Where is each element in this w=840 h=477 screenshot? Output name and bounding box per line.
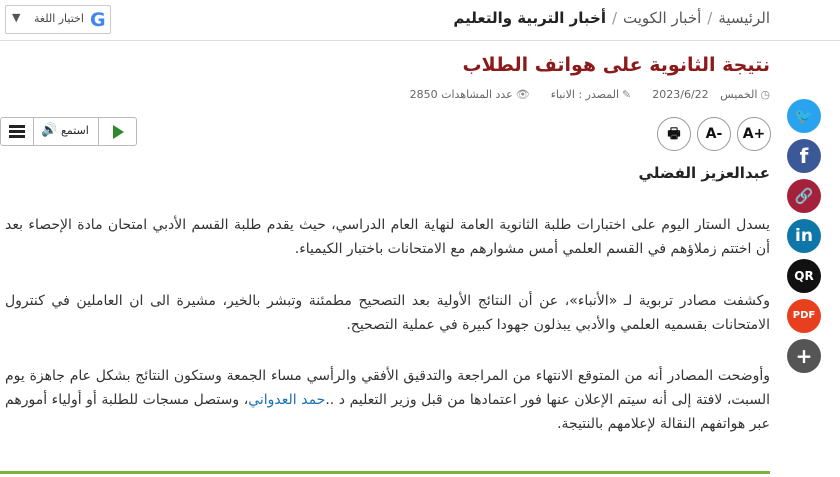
- facebook-icon: f: [799, 144, 809, 168]
- listen-player: [0, 117, 137, 146]
- twitter-icon: 🐦: [794, 107, 814, 125]
- play-icon: [113, 125, 124, 139]
- chevron-down-icon: ▼: [12, 11, 21, 24]
- play-button[interactable]: [98, 118, 137, 145]
- article-author: عبدالعزيز الفضلي: [638, 164, 770, 182]
- pdf-button[interactable]: [787, 299, 821, 333]
- print-button[interactable]: [657, 117, 691, 151]
- twitter-share-button[interactable]: [787, 99, 821, 133]
- pdf-icon: PDF: [792, 310, 816, 321]
- font-decrease-button[interactable]: A-: [697, 117, 731, 151]
- divider: [0, 471, 770, 474]
- qr-icon: QR: [794, 269, 814, 283]
- speaker-icon: 🔊: [41, 123, 58, 138]
- breadcrumb-separator: /: [707, 9, 713, 27]
- language-select[interactable]: [5, 5, 111, 34]
- more-share-button[interactable]: [787, 339, 821, 373]
- breadcrumb-education-news[interactable]: أخبار التربية والتعليم: [453, 9, 606, 27]
- printer-icon: 🖶: [667, 126, 681, 142]
- article-title: نتيجة الثانوية على هواتف الطلاب: [462, 54, 770, 76]
- article-paragraph: يسدل الستار اليوم على اختبارات طلبة الثانوية العامة لنهاية العام الدراسي، حيث يقدم طلبة القسم الأدبي امتحان مادة الإحصاء بعد أن اختتم زملاؤهم في القسم العلمي أمس مشوارهم مع الامتحانات باختبار الكيمياء.: [5, 217, 770, 257]
- source-icon: ✎: [622, 88, 632, 101]
- article-day: الخميس: [720, 88, 758, 101]
- font-increase-button[interactable]: A+: [737, 117, 771, 151]
- facebook-share-button[interactable]: [787, 139, 821, 173]
- linkedin-share-button[interactable]: [787, 219, 821, 253]
- breadcrumb-bar: [0, 0, 840, 41]
- plus-icon: +: [795, 344, 813, 368]
- minister-link[interactable]: حمد العدواني: [248, 392, 326, 408]
- breadcrumb-kuwait-news[interactable]: أخبار الكويت: [623, 9, 702, 27]
- menu-icon[interactable]: [1, 118, 34, 145]
- article-views: عدد المشاهدات 2850: [409, 88, 513, 101]
- breadcrumb-home[interactable]: الرئيسية: [718, 9, 770, 27]
- link-icon: 🔗: [794, 187, 814, 205]
- google-icon: G: [90, 9, 106, 31]
- article-date: 2023/6/22: [652, 88, 709, 101]
- qr-code-button[interactable]: [787, 259, 821, 293]
- breadcrumb: [453, 9, 770, 27]
- article-paragraph-text: وأوضحت المصادر أنه من المتوقع الانتهاء من المراجعة والتدقيق الأفقي والرأسي مساء الجمعة وستكون النتائج بشكل عام جاهزة يوم السبت، لافتة إلى أنه سيتم الإعلان عنها فور اعتمادها من قبل وزير التعليم د ..: [5, 368, 770, 408]
- listen-label[interactable]: استمع: [61, 124, 89, 137]
- copy-link-button[interactable]: [787, 179, 821, 213]
- breadcrumb-separator: /: [611, 9, 618, 27]
- article-paragraph-tail: ، وستصل مسجات للطلبة أو أولياء أمورهم عبر هواتفهم النقالة لإعلامهم بالنتيجة.: [5, 392, 770, 432]
- article-source: المصدر : الانباء: [550, 88, 620, 101]
- eye-icon: 👁: [515, 88, 530, 101]
- clock-icon: ◷: [760, 88, 770, 101]
- linkedin-icon: in: [795, 226, 813, 246]
- article-meta: [410, 88, 770, 101]
- article-paragraph: [5, 364, 770, 436]
- language-select-label: اختيار اللغة: [34, 12, 84, 25]
- article-paragraph: وكشفت مصادر تربوية لـ «الأنباء»، عن أن النتائج الأولية بعد التصحيح مطمئنة وتبشر بالخير، مشيرة الى ان العاملين في كنترول الامتحانات بقسميه العلمي والأدبي يبذلون جهودا كبيرة في عملية التصحيح.: [5, 293, 770, 333]
